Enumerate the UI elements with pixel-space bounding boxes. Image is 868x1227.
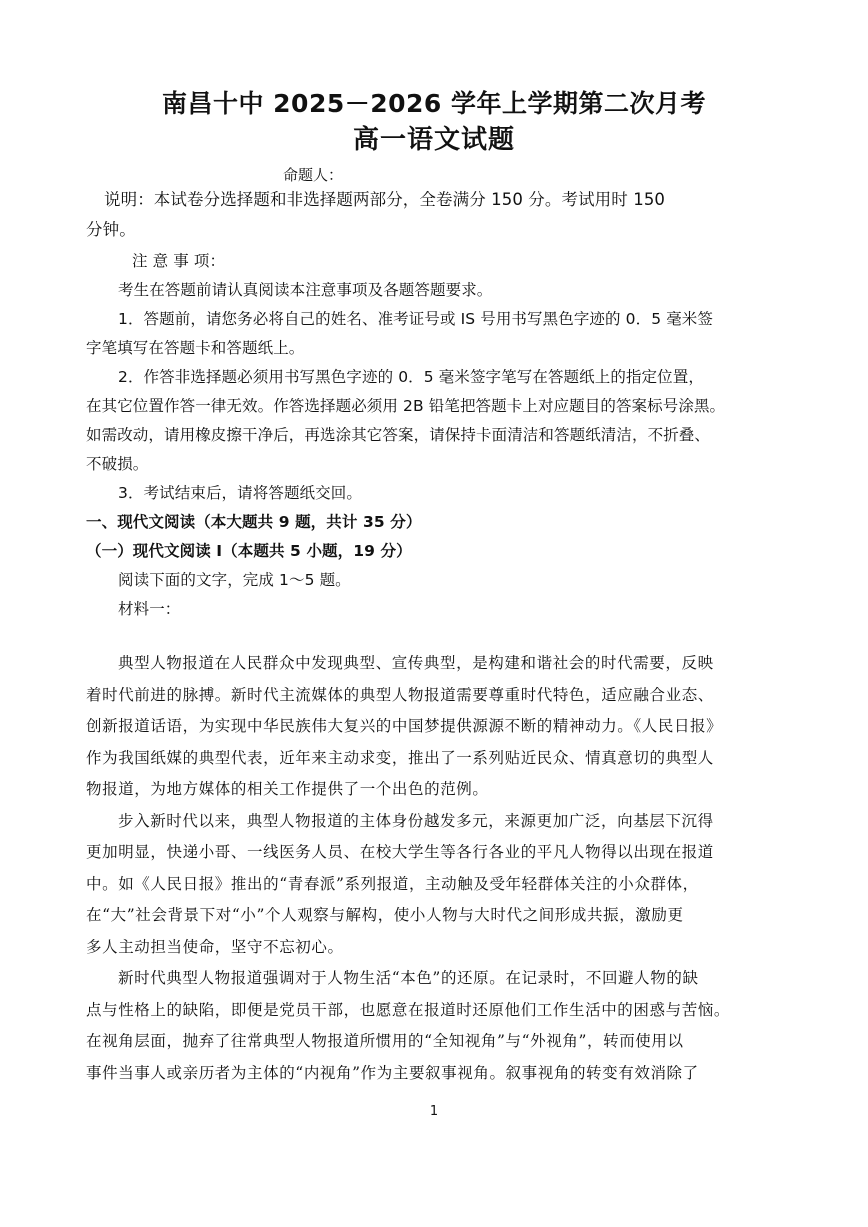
reading-instruction: 阅读下面的文字，完成 1～5 题。 <box>118 571 351 589</box>
notice-item-1: 1．答题前，请您务必将自己的姓名、准考证号或 IS 号用书写黑色字迹的 0．5 毫米签 <box>118 310 714 328</box>
notice-item-3: 3．考试结束后，请将答题纸交回。 <box>118 484 362 502</box>
material-label: 材料一： <box>118 600 181 618</box>
passage-line: 典型人物报道在人民群众中发现典型、宣传典型，是构建和谐社会的时代需要，反映 <box>118 654 714 672</box>
passage-line: 多人主动担当使命，坚守不忘初心。 <box>86 937 344 956</box>
passage-line: 创新报道话语，为实现中华民族伟大复兴的中国梦提供源源不断的精神动力。《人民日报》 <box>86 717 723 735</box>
subsection-heading: （一）现代文阅读 I（本题共 5 小题，19 分） <box>86 542 412 560</box>
passage-line: 点与性格上的缺陷，即便是党员干部，也愿意在报道时还原他们工作生活中的困惑与苦恼。 <box>86 1000 731 1019</box>
notice-item-2-cont: 不破损。 <box>86 455 149 473</box>
notice-section <box>86 247 784 624</box>
notice-intro: 考生在答题前请认真阅读本注意事项及各题答题要求。 <box>118 281 493 299</box>
passage-line: 物报道，为地方媒体的相关工作提供了一个出色的范例。 <box>86 780 489 798</box>
notice-item-2-cont: 如需改动，请用橡皮擦干净后，再选涂其它答案，请保持卡面清洁和答题纸清洁，不折叠、 <box>86 426 711 444</box>
passage-line: 着时代前进的脉搏。新时代主流媒体的典型人物报道需要尊重时代特色，适应融合业态、 <box>86 685 714 704</box>
passage-line: 中。如《人民日报》推出的“青春派”系列报道，主动触及受年轻群体关注的小众群体， <box>86 874 699 893</box>
section-heading: 一、现代文阅读（本大题共 9 题，共计 35 分） <box>86 513 422 531</box>
notice-item-2-cont: 在其它位置作答一律无效。作答选择题必须用 2B 铅笔把答题卡上对应题目的答案标号涂黑。 <box>86 397 726 415</box>
passage-line: 事件当事人或亲历者为主体的“内视角”作为主要叙事视角。叙事视角的转变有效消除了 <box>86 1063 699 1082</box>
passage-line: 更加明显，快递小哥、一线医务人员、在校大学生等各行各业的平凡人物得以出现在报道 <box>86 843 714 861</box>
description-line: 分钟。 <box>86 220 136 239</box>
notice-item-2: 2．作答非选择题必须用书写黑色字迹的 0．5 毫米签字笔写在答题纸上的指定位置， <box>118 368 704 386</box>
exam-description <box>86 185 784 245</box>
passage-line: 在“大”社会背景下对“小”个人观察与解构，使小人物与大时代之间形成共振，激励更 <box>86 906 684 924</box>
exam-subtitle: 高一语文试题 <box>352 125 515 155</box>
description-line: 说明：本试卷分选择题和非选择题两部分，全卷满分 150 分。考试用时 150 <box>104 190 666 209</box>
passage-line: 新时代典型人物报道强调对于人物生活“本色”的还原。在记录时，不回避人物的缺 <box>118 969 699 987</box>
exam-title: 南昌十中 2025－2026 学年上学期第二次月考 <box>161 89 707 118</box>
reading-passage <box>86 648 784 1089</box>
notice-heading: 注 意 事 项： <box>132 252 226 270</box>
author-label: 命题人： <box>283 166 344 184</box>
passage-line: 作为我国纸媒的典型代表，近年来主动求变，推出了一系列贴近民众、情真意切的典型人 <box>86 748 714 767</box>
passage-line: 步入新时代以来，典型人物报道的主体身份越发多元，来源更加广泛，向基层下沉得 <box>118 811 714 830</box>
notice-item-1-cont: 字笔填写在答题卡和答题纸上。 <box>86 339 305 357</box>
page-number: 1 <box>429 1104 439 1119</box>
passage-line: 在视角层面，抛弃了往常典型人物报道所惯用的“全知视角”与“外视角”，转而使用以 <box>86 1032 684 1050</box>
